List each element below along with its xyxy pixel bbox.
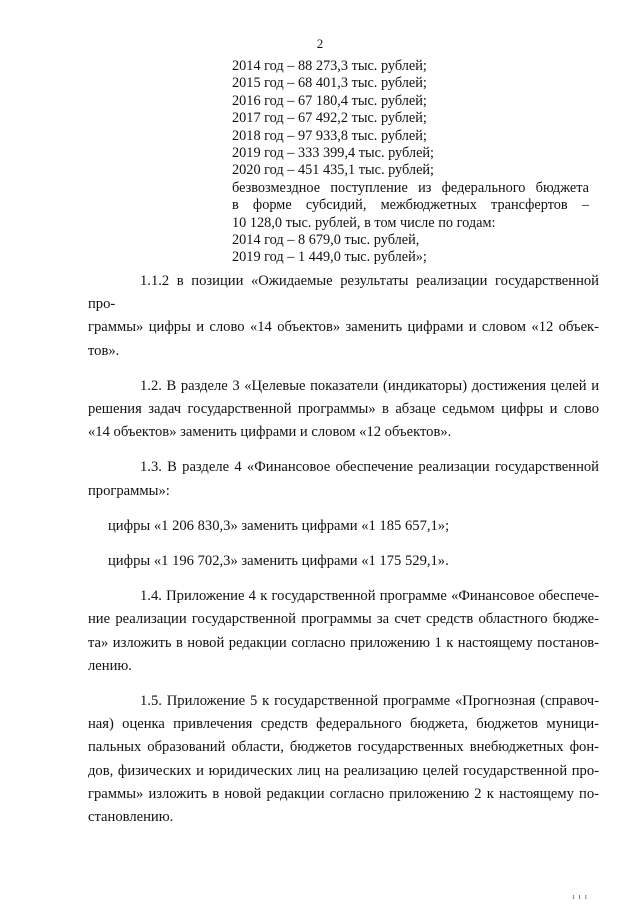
paragraph-1-5 — [88, 690, 599, 829]
paragraph-line: лению. — [88, 657, 132, 674]
paragraph-1-3 — [88, 456, 599, 502]
federal-funding-line-5: 2019 год – 1 449,0 тыс. рублей»; — [232, 249, 427, 266]
paragraph-line: 1.4. Приложение 4 к государственной программе «Финансовое обеспече- — [140, 588, 599, 605]
funding-line-2017: 2017 год – 67 492,2 тыс. рублей; — [232, 110, 427, 127]
funding-line-2014: 2014 год – 88 273,3 тыс. рублей; — [232, 58, 427, 74]
funding-line-2019: 2019 год – 333 399,4 тыс. рублей; — [232, 145, 435, 162]
paragraph-line: та» изложить в новой редакции согласно приложению 1 к настоящему постанов- — [88, 634, 599, 651]
paragraph-line: 1.3. В разделе 4 «Финансовое обеспечение реализации государственной — [140, 459, 599, 476]
federal-funding-line-1: безвозмездное поступление из федерального бюджета — [232, 179, 589, 196]
federal-funding-line-2: в форме субсидий, межбюджетных трансфертов – — [232, 197, 589, 214]
scan-corner-mark: ı ı ı — [572, 892, 588, 901]
page-number: 2 — [316, 36, 324, 51]
paragraph-line: ние реализации государственной программы за счет средств областного бюдже- — [88, 611, 599, 628]
funding-line-2018: 2018 год – 97 933,8 тыс. рублей; — [232, 127, 427, 144]
funding-line-2016: 2016 год – 67 180,4 тыс. рублей; — [232, 92, 427, 109]
paragraph-line: дов, физических и юридических лиц на реализацию целей государственной про- — [88, 762, 599, 779]
paragraph-line: граммы» цифры и слово «14 объектов» заменить цифрами и словом «12 объек- — [88, 319, 599, 336]
paragraph-line: 1.1.2 в позиции «Ожидаемые результаты реализации государственной про- — [88, 273, 599, 313]
paragraph-line: граммы» изложить в новой редакции согласно приложению 2 к настоящему по- — [88, 785, 599, 802]
paragraph-line: «14 объектов» заменить цифрами и словом «12 объектов». — [88, 424, 452, 441]
paragraph-line: ная) оценка привлечения средств федерального бюджета, бюджетов муници- — [88, 716, 599, 733]
federal-funding-line-3: 10 128,0 тыс. рублей, в том числе по годам: — [232, 214, 496, 231]
paragraph-line: становлению. — [88, 809, 174, 826]
paragraph-line: 1.5. Приложение 5 к государственной программе «Прогнозная (справоч- — [140, 693, 599, 710]
paragraph-1-2 — [88, 375, 599, 445]
funding-line-2020: 2020 год – 451 435,1 тыс. рублей; — [232, 162, 435, 179]
paragraph-1-1-2 — [88, 270, 599, 363]
paragraph-line: программы»: — [88, 482, 170, 499]
paragraph-line: пальных образований области, бюджетов государственных внебюджетных фон- — [88, 739, 599, 756]
federal-funding-line-4: 2014 год – 8 679,0 тыс. рублей, — [232, 232, 420, 249]
paragraph-line: тов». — [88, 342, 120, 359]
paragraph-line: 1.2. В разделе 3 «Целевые показатели (индикаторы) достижения целей и — [140, 377, 599, 394]
funding-by-year-block — [232, 58, 592, 267]
funding-line-2015: 2015 год – 68 401,3 тыс. рублей; — [232, 75, 427, 92]
document-body — [88, 270, 599, 841]
paragraph-1-4 — [88, 585, 599, 678]
replacement-line-1: цифры «1 206 830,3» заменить цифрами «1 185 657,1»; — [108, 517, 450, 534]
paragraph-line: решения задач государственной программы» в абзаце седьмом цифры и слово — [88, 401, 599, 418]
replacement-line-2: цифры «1 196 702,3» заменить цифрами «1 175 529,1». — [108, 553, 449, 570]
